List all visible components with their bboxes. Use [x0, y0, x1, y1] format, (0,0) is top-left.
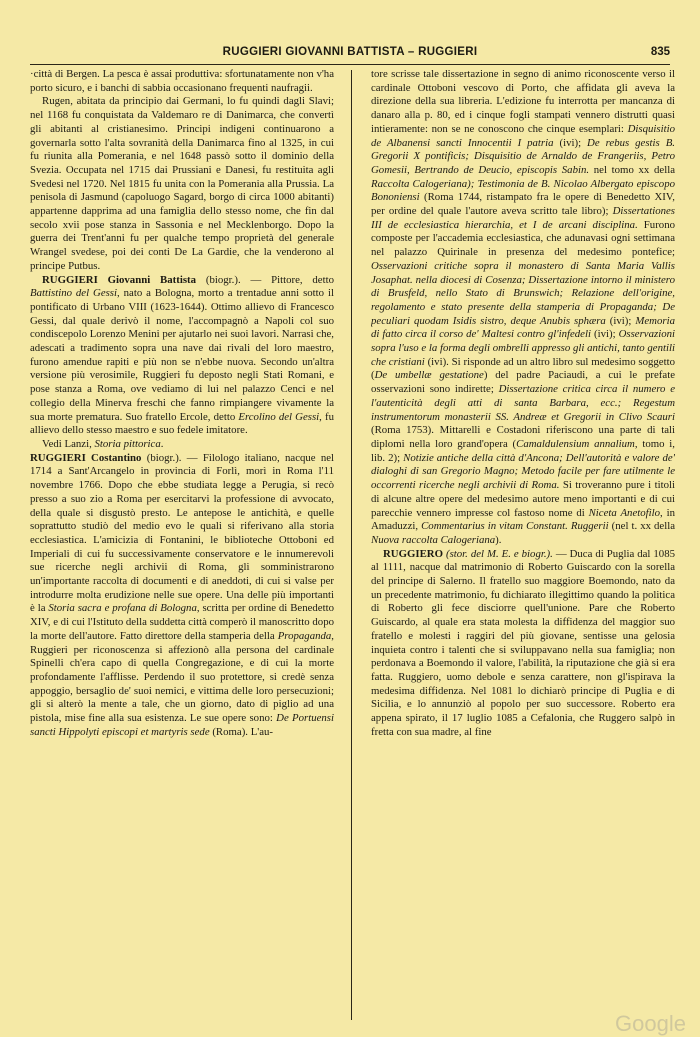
work-title: Storia sacra e profana di Bologna	[48, 602, 197, 615]
see-also-reference	[30, 438, 334, 452]
body-text: Si troveranno pure i titoli di alcune altre opere del medesimo autore meno importanti e di cui parecchie vennero impresse col fastoso nome di	[371, 479, 675, 519]
entry-text: — Duca di Puglia dal 1085 al 1111, nacque dal matrimonio di Roberto Guiscardo con la sorella del principe di Salerno. Il fratello suo maggiore Boemondo, nato da un precedente matrimonio, fu dichiarato illegittimo quando la politica di Roberto gli fece disciorre quell'unione. Pare che Roberto Guiscardo, al quale era stata molesta la diffidenza del maggior suo fratello e molesti i raggiri del più giovane, sentisse una gelosia inquieta contro i talenti che si sviluppavano nella sua famiglia; non perdonava a Boemondo il valore, l'abilità, la riputazione che già si era fatta. Ruggiero, uomo debole e senza carattere, non gl'ispirava la medesima diffidenza. Nel 1081 lo dichiarò principe di Puglia e di Sicilia, e lo annunziò al popolo per suo successore. Roberto era appena spirato, il 17 luglio 1085 a Cefalonia, che Ruggero salpò in fretta con sua madre, al fine	[371, 547, 675, 738]
entry-giovanni-battista	[30, 274, 334, 438]
right-column	[371, 68, 675, 1023]
body-text: (ivi);	[605, 314, 636, 327]
work-title: De Portuensi sancti Hippolyti episcopi et martyris sede	[30, 712, 334, 738]
entry-headword: RUGGIERO	[383, 547, 443, 560]
work-title: Dissertationes III de ecclesiastica hierarchia, et I de arcani disciplina.	[371, 205, 675, 231]
entry-tag: (biogr.).	[205, 273, 241, 286]
entry-text: (Roma). L'au-	[209, 725, 274, 738]
entry-text: , fu allievo dello stesso maestro e suo fedele imitatore.	[30, 410, 334, 437]
work-title: Osservazioni sopra l'uso e la forma degli ombrelli appresso gli antichi, tanto gentili che cristiani	[371, 328, 675, 368]
work-title: De rebus gestis B. Gregorii X pontificis; Disquisitio de Arnaldo de Frangeriis, Petro Gomesii, Bertrando de Deucio, episcopis Sabin.	[371, 136, 675, 176]
alias-text: Ercolino del Gessi	[238, 410, 320, 423]
work-title: Memoria di fatto circa il corso de' Maltesi contro gl'infedeli	[371, 314, 675, 341]
work-title: Commentarius in vitam Constant. Ruggerii	[421, 520, 609, 533]
body-text: nel tomo xx della	[589, 163, 675, 176]
see-also-work: Storia pittorica	[94, 437, 161, 450]
work-title: De umbellæ gestatione	[374, 369, 484, 382]
entry-text: , Ruggieri per riconoscenza si affezionò alla persona del cardinale Spinelli ch'era capo di quella Congregazione, e di cui la morte profondamente l'afflisse. Perdendo il suo protettore, si credè senza appoggio, bersaglio de' suoi nemici, e vittima delle loro persecuzioni; gli si alterò la mente a tale, che un giorno, dato di piglio ad una pistola, mise fine alla sua esistenza. Le sue opere sono:	[30, 629, 334, 725]
watermark-text: Google	[615, 1011, 686, 1036]
header-title: RUGGIERI GIOVANNI BATTISTA – RUGGIERI	[222, 46, 478, 58]
body-text: , tomo i, lib. 2);	[371, 437, 675, 464]
body-text: (ivi);	[590, 328, 619, 341]
paragraph-rugen-history: Rugen, abitata da principio dai Germani, lo fu quindi dagli Slavi; nel 1168 fu conquistata da Valdemaro re di Danimarca, che convertì gli abitanti al cristianesimo. Principi indigeni continuarono a governarla sotto l'alta sovranità della Danimarca fino al 1325, in cui fu riunita alla Pomerania, e nel 1648 passò sotto il dominio della Svezia. Occupata nel 1715 dai Prussiani e Danesi, fu restituita agli Svedesi nel 1720. Nel 1815 fu unita con la Pomerania alla Prussia. La penisola di Jasmund (capoluogo Sagard, borgo di circa 1000 abitanti) appartenne dapprima ad una famiglia dello stesso nome, che fin dal secolo xvii pose stanza in Sassonia e nel Mecklenborgo. Dopo la guerra dei Trent'anni fu per qualche tempo proprietà del generale Wrangel svedese, poi dei conti De La Gardie, che la venderono al principe Putbus.	[30, 95, 334, 272]
body-text: ) del padre Paciaudi, a cui le prefate osservazioni sono indirette;	[371, 369, 675, 396]
entry-headword: RUGGIERI Giovanni Battista	[42, 273, 197, 286]
work-title: Camaldulensium annalium	[516, 437, 635, 450]
body-text: (nel t. xx della	[608, 520, 675, 533]
body-text: (Roma 1753). Mittarelli e Costadoni riferiscono una parte di tali diplomi nella loro grand'opera (	[371, 424, 675, 450]
entry-ruggiero	[371, 548, 675, 740]
entry-tag: (stor. del M. E. e biogr.).	[445, 547, 553, 560]
entry-tag: (biogr.).	[146, 451, 182, 464]
body-text: (ivi);	[553, 136, 588, 149]
work-title: Propaganda	[277, 629, 332, 642]
paragraph-bergen: ·città di Bergen. La pesca è assai produttiva: sfortunatamente non v'ha porto sicuro, e i banchi di sabbia occasionano frequenti naufragii.	[30, 68, 334, 94]
running-header	[30, 46, 670, 65]
body-text: ).	[495, 533, 502, 546]
page-number: 835	[650, 46, 670, 58]
entry-text: — Filologo italiano, nacque nel 1714 a Sant'Arcangelo in provincia di Forlì, morì in Roma l'11 novembre 1766. Dopo che ebbe studiata legge a Perugia, si recò presso a suo zio a Roma per esercitarvi la professione di avvocato, della quale si disgustò presto. Le antepose le antichità, e quelle soprattutto studiò del medio evo le quali si riferivano alla storia ecclesiastica. L'amicizia di Fontanini, le biblioteche Ottoboni ed Imperiali di cui fu successivamente conservatore e le innumerevoli sue ricerche negli archivii di Roma, gli somministrarono un'importante raccolta di documenti e di aneddoti, di cui si valse per introdurre molta erudizione nelle sue opere. Una delle più importanti è la	[30, 451, 334, 615]
see-also-text: Vedi Lanzi,	[42, 437, 95, 450]
column-divider	[351, 70, 352, 1020]
entry-costantino	[30, 452, 334, 740]
work-title: Dissertazione critica circa il numero e l'autenticità degli atti di santa Barbara, ecc.; Regestum instrumentorum monasterii SS. Andreæ et Gregorii in Clivo Scauri	[371, 383, 675, 423]
entry-text: , scritta per ordine di Benedetto XIV, e di cui l'Istituto della suddetta città comperò il manoscritto dopo la morte dell'autore. Fatto direttore della stamperia della	[30, 602, 334, 642]
work-title: Raccolta Calogeriana); Testimonia de B. Nicolao Albergato episcopo Bononiensi	[371, 177, 675, 204]
alias-text: Battistino del Gessi	[30, 287, 118, 300]
body-text: , in Amaduzzi,	[371, 506, 675, 533]
left-column	[30, 68, 334, 1023]
paragraph-costantino-works	[371, 68, 675, 548]
body-text: (ivi). Si risponde ad un altro libro sul medesimo soggetto (	[371, 355, 675, 382]
entry-headword: RUGGIERI Costantino	[30, 451, 142, 464]
body-text: (Roma 1744, ristampato fra le opere di Benedetto XIV, per ordine del quale l'autore aveva scritto tale libro);	[371, 191, 675, 218]
work-title: Notizie antiche della città d'Ancona; Dell'autorità e valore de' dialoghi di san Gregorio Magno; Metodo facile per fare utilmente le occorrenti ricerche negli archivii di Roma.	[371, 451, 675, 492]
entry-text: , nato a Bologna, morto a trentadue anni sotto il pontificato di Urbano VIII (1623-1644). Ottimo allievo di Francesco Gessi, dal quale derivò il nome, l'accompagnò a Napoli col suo condiscepolo Lorenzo Menini per ajutarlo nei suoi lavori. Narrasi che, adescati a tradimento sopra una nave dai rivali del loro maestro, furono amendue rapiti e più non se n'ebbe nuova. Secondo un'altra versione più verosimile, Ruggieri fu deposto negli Stati Romani, e pose stanza a Roma, ove vediamo di lui nel palazzo Cenci e nel collegio della Minerva freschi che fanno rimpiangere vivamente la sua morte prematura. Suo fratello Ercole, detto	[30, 287, 334, 423]
body-text: Furono composte per l'accademia ecclesiastica, che adunavasi ogni settimana nel palazzo Quirinale in presenza del medesimo pontefice;	[371, 218, 675, 259]
work-title: Niceta Anetofilo	[588, 506, 661, 519]
work-title: Osservazioni critiche sopra il monastero di Santa Maria Vallis Josaphat. nella diocesi di Cosenza; Dissertazione intorno il ministero di Brusfeld, nello Stato di Brunswich; Relazione dell'origine, regolamento e stato presente della stamperia di Propaganda; De peculiari quodam Isidis sistro, deque Anubis sphæra	[371, 259, 675, 327]
entry-text: — Pittore, detto	[240, 273, 334, 286]
body-text: tore scrisse tale dissertazione in segno di animo riconoscente verso il cardinale Ottoboni vescovo di Porto, che affidata gli aveva la direzione della sua libreria. L'edizione fu interrotta per mancanza di danaro alla p. 80, ed i cinque fogli stampati vennero distrutti quasi intieramente: non se ne conoscono che cinque esemplari:	[371, 68, 675, 135]
work-title: Disquisitio de Albanensi sancti Innocentii I patria	[371, 122, 675, 149]
work-title: Nuova raccolta Calogeriana	[371, 533, 496, 546]
see-also-end: .	[160, 437, 164, 450]
